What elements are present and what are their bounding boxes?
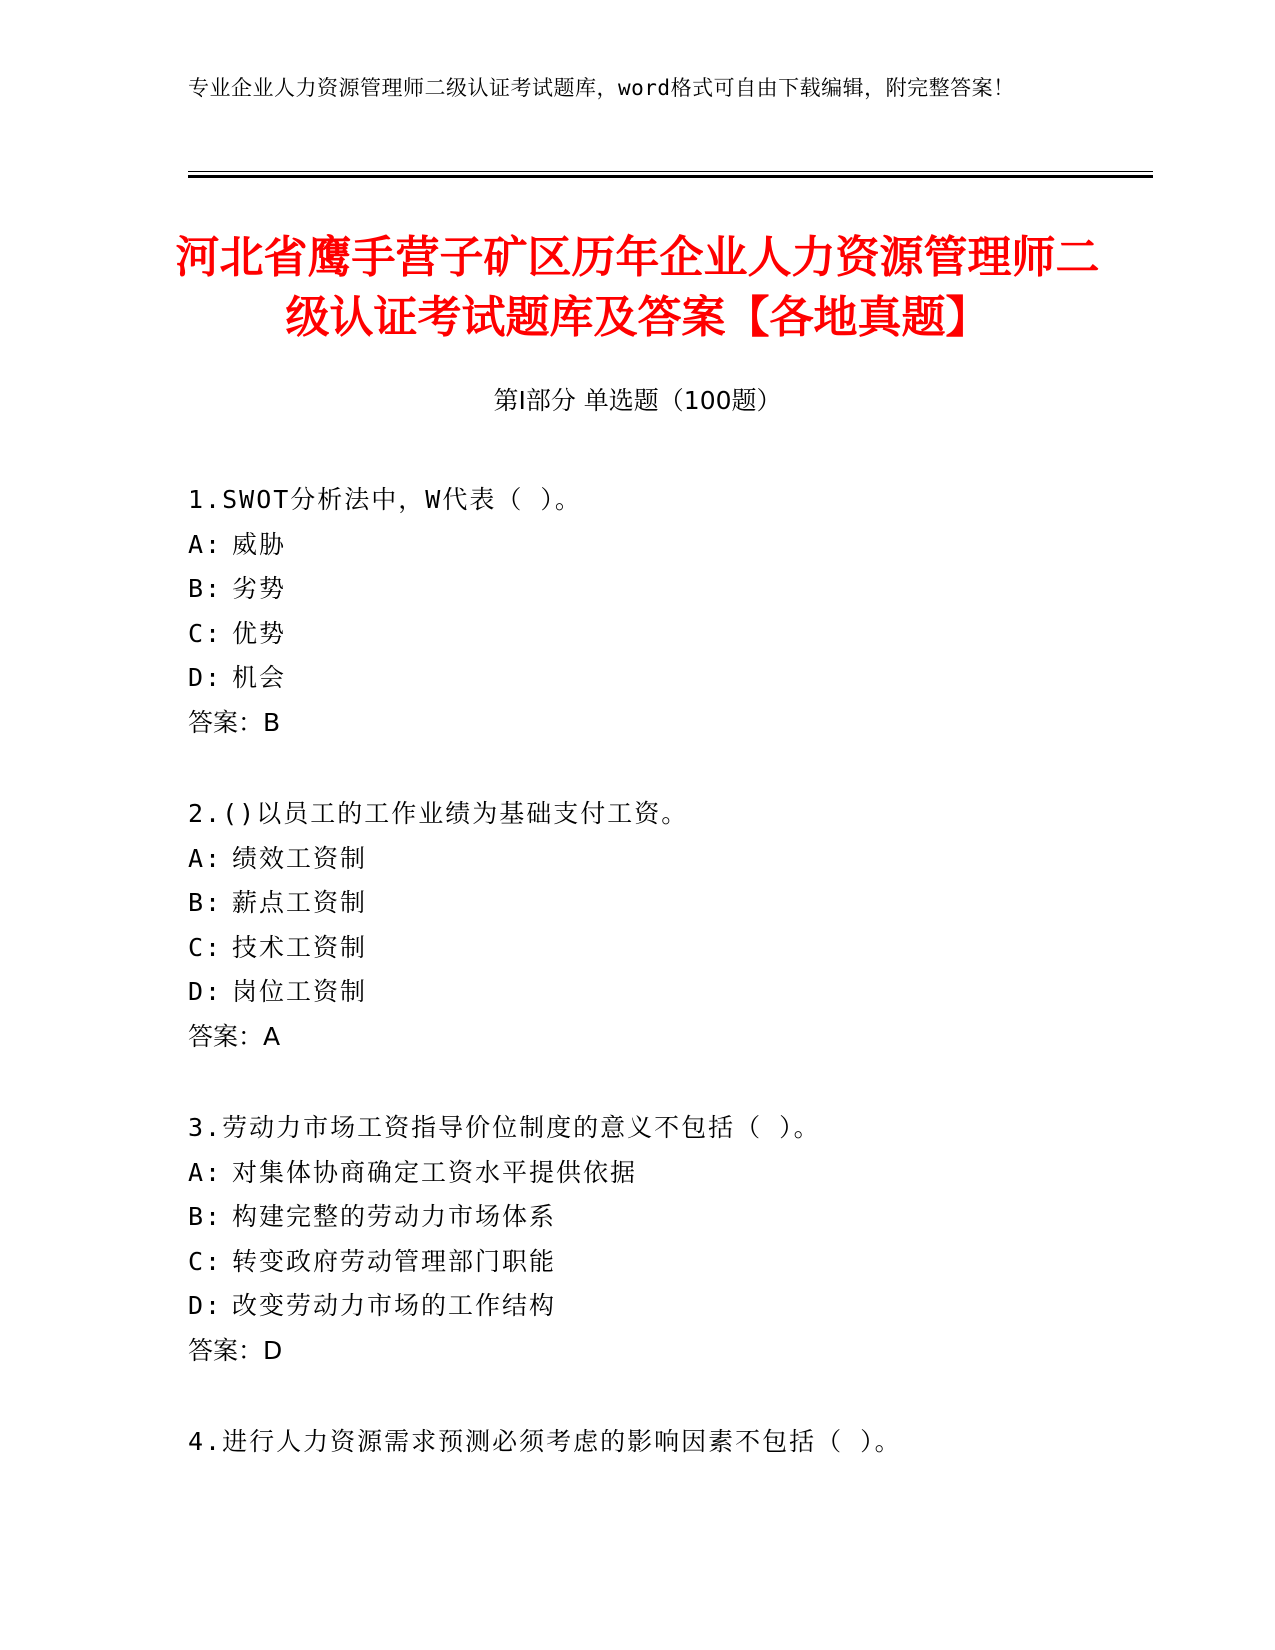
option-key: D: — [188, 977, 223, 1006]
question-3 — [188, 1106, 1148, 1373]
option-text: 构建完整的劳动力市场体系 — [232, 1202, 557, 1231]
option-text: 薪点工资制 — [232, 888, 368, 917]
option-b — [188, 1195, 1148, 1240]
option-b — [188, 567, 1148, 612]
answer-label: 答案： — [188, 1021, 264, 1051]
option-d — [188, 656, 1148, 701]
option-c — [188, 926, 1148, 971]
option-text: 岗位工资制 — [232, 977, 368, 1006]
answer-line — [188, 1015, 1148, 1060]
option-key: C: — [188, 932, 223, 962]
option-key: B: — [188, 888, 223, 917]
option-text: 转变政府劳动管理部门职能 — [232, 1246, 557, 1276]
option-d — [188, 970, 1148, 1015]
option-d — [188, 1284, 1148, 1329]
option-key: A: — [188, 843, 223, 873]
option-text: 劣势 — [232, 574, 287, 603]
option-key: B: — [188, 1202, 223, 1231]
option-text: 技术工资制 — [232, 932, 368, 962]
question-stem: 3.劳动力市场工资指导价位制度的意义不包括（ ）。 — [188, 1113, 821, 1142]
option-b — [188, 881, 1148, 926]
option-c — [188, 1240, 1148, 1285]
section-heading: 第Ⅰ部分 单选题（100题） — [493, 386, 782, 415]
header-divider-thin — [188, 171, 1153, 172]
answer-value: B — [263, 707, 281, 737]
option-key: D: — [188, 1291, 223, 1320]
option-a — [188, 1151, 1148, 1196]
question-4 — [188, 1420, 1148, 1465]
question-1 — [188, 478, 1148, 745]
answer-value: A — [263, 1021, 281, 1051]
option-text: 威胁 — [232, 529, 287, 559]
answer-value: D — [263, 1335, 283, 1365]
question-2 — [188, 792, 1148, 1059]
answer-label: 答案： — [188, 707, 264, 737]
option-text: 机会 — [232, 663, 287, 692]
question-list — [188, 478, 1148, 1512]
option-text: 优势 — [232, 618, 287, 648]
option-key: D: — [188, 663, 223, 692]
option-key: B: — [188, 574, 223, 603]
answer-label: 答案： — [188, 1335, 264, 1365]
option-a — [188, 523, 1148, 568]
option-c — [188, 612, 1148, 657]
header-note: 专业企业人力资源管理师二级认证考试题库，word格式可自由下载编辑，附完整答案！ — [188, 76, 1015, 100]
option-text: 绩效工资制 — [232, 843, 368, 873]
question-stem: 1.SWOT分析法中，W代表（ ）。 — [188, 485, 582, 514]
question-stem: 2.()以员工的工作业绩为基础支付工资。 — [188, 799, 689, 828]
option-text: 对集体协商确定工资水平提供依据 — [232, 1157, 638, 1187]
answer-line — [188, 701, 1148, 746]
option-key: A: — [188, 1157, 223, 1187]
document-title: 河北省鹰手营子矿区历年企业人力资源管理师二级认证考试题库及答案【各地真题】 — [175, 232, 1100, 343]
option-a — [188, 837, 1148, 882]
option-key: C: — [188, 1246, 223, 1276]
option-text: 改变劳动力市场的工作结构 — [232, 1291, 557, 1320]
option-key: A: — [188, 529, 223, 559]
answer-line — [188, 1329, 1148, 1374]
option-key: C: — [188, 618, 223, 648]
question-stem: 4.进行人力资源需求预测必须考虑的影响因素不包括（ ）。 — [188, 1427, 902, 1456]
header-divider-thick — [188, 175, 1153, 178]
